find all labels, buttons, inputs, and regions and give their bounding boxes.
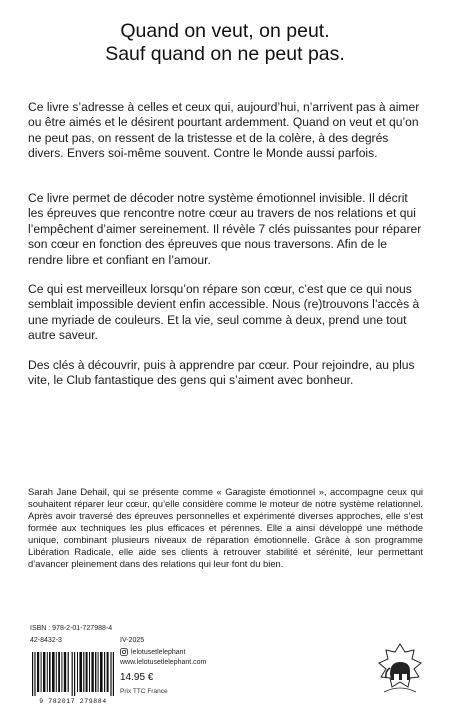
author-bio-text: Sarah Jane Dehail, qui se présente comme « Garagiste émotionnel », accompagne ceux qui souhaitent réparer leur cœur, qu’elle considère comme le moteur de notre système relationnel. Après avoir traversé des épreuves personnelles et expérimenté diverses approches, elle s’est formée aux techniques les plus efficaces et pérennes. Elle a ainsi développé une méthode unique, combinant plusieurs niveaux de réparation émotionnelle. Grâce à son programme Libération Radicale, elle aide ses clients à retrouver stabilité et sérénité, leur permettant d’avancer pleinement dans des relations qui leur font du bien. bbox=[28, 486, 423, 569]
headline-line-2: Sauf quand on ne peut pas. bbox=[105, 43, 345, 65]
paragraph-text: Des clés à découvrir, puis à apprendre par cœur. Pour rejoindre, au plus vite, le Club fantastique des gens qui s’aiment avec bonheur. bbox=[28, 358, 415, 388]
price: 14.95 € bbox=[120, 672, 154, 683]
publisher-elephant-logo bbox=[372, 640, 428, 704]
website-text: www.lelotusetlelephant.com bbox=[120, 659, 207, 666]
barcode bbox=[28, 650, 118, 698]
headline-line-1: Quand on veut, on peut. bbox=[120, 20, 330, 42]
instagram-icon bbox=[120, 648, 128, 656]
body-paragraph-2 bbox=[28, 191, 424, 268]
edition-code: IV-2025 bbox=[120, 637, 145, 644]
paragraph-text: Ce qui est merveilleux lorsqu’on répare son cœur, c’est que ce qui nous semblait impossible devient enfin accessible. Nous (re)trouvons l’accès à une myriade de couleurs. Et la vie, seul comme à deux, prend une tout autre saveur. bbox=[28, 282, 420, 343]
body-paragraph-4 bbox=[28, 358, 424, 389]
product-code: 42-8432-3 bbox=[30, 637, 62, 644]
paragraph-text: Ce livre s’adresse à celles et ceux qui, aujourd’hui, n’arrivent pas à aimer ou être aimés et le désirent pourtant ardemment. Quand on veut et qu’on ne peut pas, on ressent de la tristesse et de la colère, à des degrés divers. Envers soi-même souvent. Contre le Monde aussi parfois. bbox=[28, 100, 420, 161]
author-bio bbox=[28, 486, 423, 570]
cover-headline bbox=[0, 20, 450, 66]
instagram-handle bbox=[120, 648, 186, 656]
body-paragraph-1 bbox=[28, 100, 424, 162]
instagram-text: lelotusetlelephant bbox=[131, 648, 186, 656]
body-paragraph-3 bbox=[28, 282, 424, 344]
website-url bbox=[120, 659, 206, 666]
isbn-label: ISBN : 978-2-01-727988-4 bbox=[30, 625, 113, 632]
price-note: Prix TTC France bbox=[120, 688, 168, 695]
barcode-number: 9 782017 279884 bbox=[39, 698, 107, 705]
paragraph-text: Ce livre permet de décoder notre système émotionnel invisible. Il décrit les épreuves que rencontre notre cœur au travers de nos relations et qui l’empêchent d’aimer sereinement. Il révèle 7 clés puissantes pour réparer son cœur en fonction des épreuves que nous traversons. Afin de le rendre libre et confiant en l’amour. bbox=[28, 191, 422, 267]
